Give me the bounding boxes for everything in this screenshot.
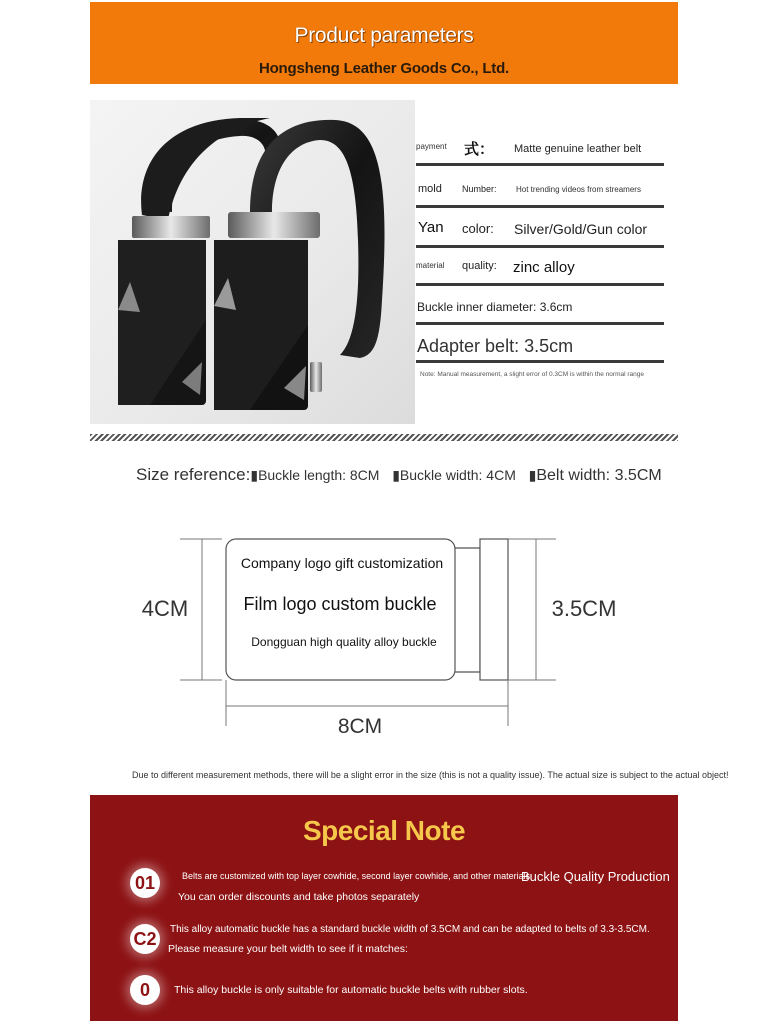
style-label-small: payment <box>416 142 447 151</box>
note-1-text-b: Buckle Quality Production <box>521 869 670 884</box>
bullet-icon: ▮ <box>392 467 400 483</box>
size-diagram <box>0 520 768 750</box>
style-value: Matte genuine leather belt <box>514 143 642 155</box>
param-note <box>416 370 666 382</box>
belt-illustration <box>90 100 415 424</box>
note-2-text-c: Please measure your belt width to see if it matches: <box>168 943 408 955</box>
color-value: Silver/Gold/Gun color <box>514 221 648 237</box>
material-label-small: material <box>416 261 445 270</box>
size-reference-label: Size reference: <box>136 465 251 484</box>
belt-width-label: 3.5CM <box>551 596 617 621</box>
note-1-text-c: You can order discounts and take photos separately <box>178 891 420 903</box>
diagram-line-2: Film logo custom buckle <box>243 594 437 614</box>
divider <box>416 245 664 248</box>
style-label: 式： <box>464 141 495 158</box>
buckle-clip <box>480 539 508 680</box>
diagram-line-3: Dongguan high quality alloy buckle <box>251 635 437 649</box>
disclaimer: Due to different measurement methods, there will be a slight error in the size (this is not a quality issue). The actual size is subject to the actual object! <box>132 770 729 780</box>
belt-width: Belt width: 3.5CM <box>536 467 662 484</box>
param-style <box>416 136 666 166</box>
length-label: 8CM <box>337 715 383 738</box>
note-3-text-a: This alloy buckle is only suitable for automatic buckle belts with rubber slots. <box>174 984 528 996</box>
buckle-length: Buckle length: 8CM <box>258 467 380 483</box>
material-label: quality: <box>462 260 497 272</box>
divider <box>416 205 664 208</box>
special-note-title: Special Note <box>302 815 466 846</box>
divider <box>416 360 664 363</box>
model-label: Number: <box>462 184 497 194</box>
divider <box>416 283 664 286</box>
color-label: color: <box>462 221 494 236</box>
page-title: Product parameters <box>294 24 474 47</box>
header-banner <box>90 2 678 84</box>
param-model <box>416 176 666 208</box>
note-1-text-a: Belts are customized with top layer cowhide, second layer cowhide, and other materials <box>182 871 531 881</box>
note-2-text-a: This alloy automatic buckle has a standard buckle width of 3.5CM and can be adapted to belts of 3.3-3.5CM. <box>170 924 650 935</box>
material-value: zinc alloy <box>513 259 575 276</box>
hatched-divider <box>90 434 678 441</box>
buckle-width: Buckle width: 4CM <box>399 467 516 483</box>
color-label-small: Yan <box>418 219 444 236</box>
model-value: Hot trending videos from streamers <box>516 185 641 194</box>
divider <box>416 322 664 325</box>
company-name: Hongsheng Leather Goods Co., Ltd. <box>258 60 510 77</box>
number-badge: 0 <box>130 975 160 1005</box>
height-label: 4CM <box>141 596 189 621</box>
measurement-note: Note: Manual measurement, a slight error of 0.3CM is within the normal range <box>420 371 644 378</box>
number-badge: 01 <box>130 868 160 898</box>
divider <box>416 163 664 166</box>
bullet-icon: ▮ <box>528 467 537 483</box>
product-photo <box>90 100 415 424</box>
param-color <box>416 216 666 248</box>
param-adapter <box>416 334 666 368</box>
buckle-inner-diameter: Buckle inner diameter: 3.6cm <box>417 300 573 314</box>
number-badge: C2 <box>130 924 160 954</box>
param-buckle-inner <box>416 296 666 328</box>
diagram-line-1: Company logo gift customization <box>240 555 444 571</box>
special-note-panel <box>90 795 678 1021</box>
adapter-belt: Adapter belt: 3.5cm <box>417 336 574 356</box>
size-reference <box>136 465 662 485</box>
param-material <box>416 256 666 288</box>
model-label-small: mold <box>418 183 442 195</box>
bullet-icon: ▮ <box>250 467 259 483</box>
